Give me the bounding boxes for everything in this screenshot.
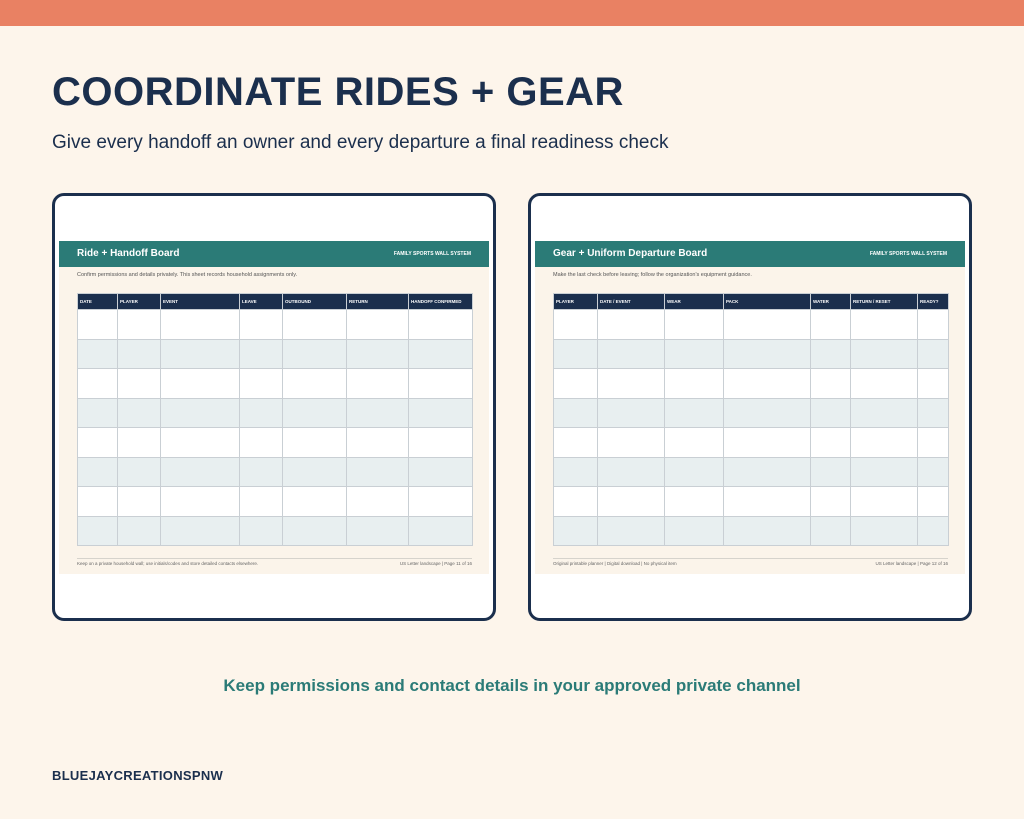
sheet-title: Gear + Uniform Departure Board	[553, 248, 708, 259]
table-row	[78, 310, 473, 340]
table-row	[554, 369, 949, 399]
column-header: OUTBOUND	[283, 294, 347, 310]
column-header: EVENT	[161, 294, 240, 310]
column-header: RETURN	[347, 294, 409, 310]
ride-handoff-table	[77, 293, 473, 546]
sheet-title: Ride + Handoff Board	[77, 248, 180, 259]
preview-card-ride-handoff	[52, 193, 496, 621]
sheet-preview	[59, 241, 489, 574]
sheet-header	[59, 241, 489, 267]
sheet-brand: FAMILY SPORTS WALL SYSTEM	[869, 251, 947, 257]
table-row	[78, 369, 473, 399]
brand-name: BLUEJAYCREATIONSPNW	[52, 768, 224, 783]
column-header: DATE / EVENT	[598, 294, 665, 310]
sheet-note: Make the last check before leaving; follow the organization's equipment guidance.	[553, 272, 752, 278]
sheet-brand: FAMILY SPORTS WALL SYSTEM	[393, 251, 471, 257]
table-row	[78, 516, 473, 546]
column-header: RETURN / RESET	[851, 294, 918, 310]
column-header: PLAYER	[118, 294, 161, 310]
footer-divider	[553, 558, 948, 559]
page-subheadline: Give every handoff an owner and every departure a final readiness check	[52, 132, 669, 153]
table-row	[78, 398, 473, 428]
table-row	[78, 487, 473, 517]
table-row	[554, 457, 949, 487]
table-row	[554, 516, 949, 546]
table-row	[554, 487, 949, 517]
sheet-footer-note: Keep on a private household wall; use initials/codes and store detailed contacts elsewhere.	[77, 561, 259, 566]
column-header: HANDOFF CONFIRMED	[409, 294, 473, 310]
table-header-row	[554, 294, 949, 310]
sheet-note: Confirm permissions and details privately. This sheet records household assignments only.	[77, 272, 298, 278]
table-row	[554, 398, 949, 428]
table-row	[554, 310, 949, 340]
footer-divider	[77, 558, 472, 559]
column-header: WATER	[811, 294, 851, 310]
page-headline: COORDINATE RIDES + GEAR	[52, 70, 624, 114]
table-row	[78, 339, 473, 369]
column-header: PLAYER	[554, 294, 598, 310]
column-header: DATE	[78, 294, 118, 310]
column-header: WEAR	[665, 294, 724, 310]
table-row	[554, 428, 949, 458]
table-row	[78, 457, 473, 487]
column-header: PACK	[724, 294, 811, 310]
column-header: READY?	[918, 294, 949, 310]
sheet-page-number: US Letter landscape | Page 12 of 16	[875, 561, 948, 566]
table-row	[78, 428, 473, 458]
sheet-header	[535, 241, 965, 267]
column-header: LEAVE	[240, 294, 283, 310]
sheet-footer-note: Original printable planner | Digital download | No physical item	[553, 561, 677, 566]
top-accent-band	[0, 0, 1024, 26]
gear-departure-table	[553, 293, 949, 546]
privacy-callout: Keep permissions and contact details in your approved private channel	[223, 676, 801, 695]
preview-card-gear-uniform	[528, 193, 972, 621]
table-header-row	[78, 294, 473, 310]
sheet-page-number: US Letter landscape | Page 11 of 16	[399, 561, 472, 566]
sheet-preview	[535, 241, 965, 574]
table-row	[554, 339, 949, 369]
